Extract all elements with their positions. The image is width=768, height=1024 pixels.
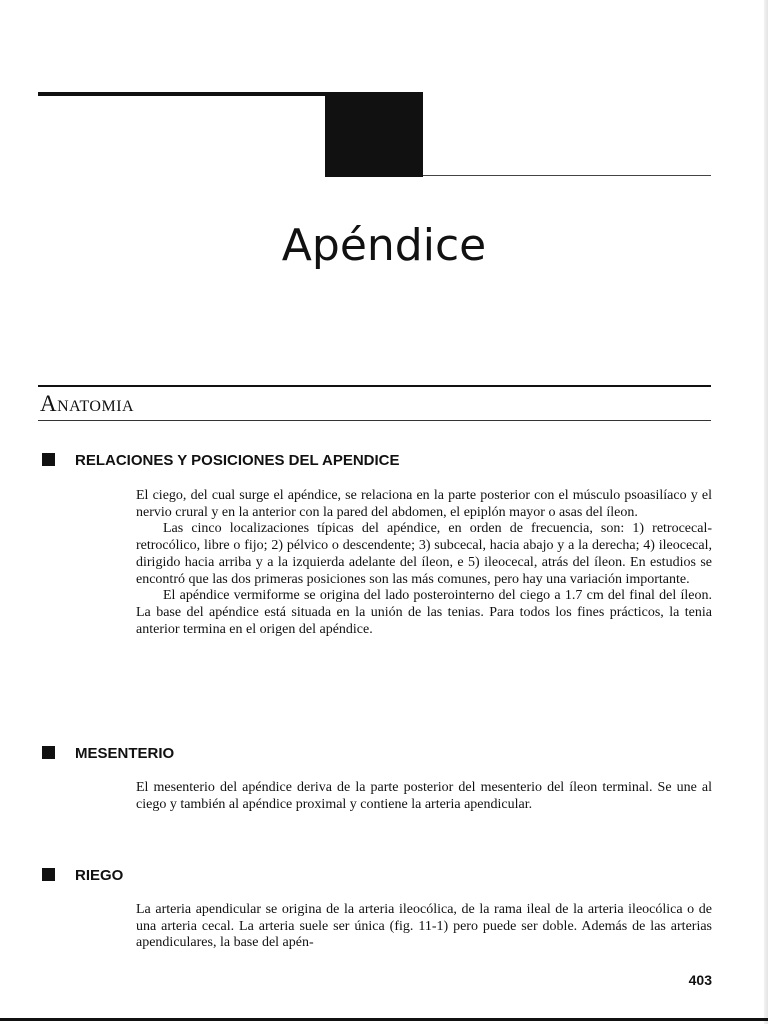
chapter-title: Apéndice xyxy=(281,220,487,271)
header-rule-thick xyxy=(38,92,328,96)
subsection-heading-riego xyxy=(42,867,123,884)
subsection-heading-text: MESENTERIO xyxy=(75,745,175,762)
section-heading: Anatomia xyxy=(40,391,135,416)
paragraph: La arteria apendicular se origina de la arteria ileocólica, de la rama ileal de la arteria ileocólica o de una arteria cecal. La arteria suele ser única (fig. 11-1) pero puede ser doble. Además de las arterias apendiculares, la base del apén- xyxy=(136,902,712,951)
section-rule-top xyxy=(38,385,711,387)
square-bullet-icon xyxy=(42,868,55,881)
chapter-black-block xyxy=(325,92,423,177)
paragraph: El apéndice vermiforme se origina del lado posterointerno del ciego a 1.7 cm del final del íleon. La base del apéndice está situada en la unión de las tenias. Para todos los fines prácticos, la tenia anterior termina en el origen del apéndice. xyxy=(136,588,712,637)
page-edge xyxy=(764,0,768,1024)
subsection-body-mesenterio xyxy=(136,780,712,813)
paragraph: El ciego, del cual surge el apéndice, se relaciona en la parte posterior con el músculo psoasilíaco y el nervio crural y en la anterior con la pared del abdomen, el epiplón mayor o asas del íleon. xyxy=(136,488,712,520)
subsection-body-relaciones xyxy=(136,488,712,638)
page-number: 403 xyxy=(688,972,712,988)
subsection-heading-text: RIEGO xyxy=(75,867,124,884)
footer-rule xyxy=(0,1018,768,1021)
subsection-body-riego xyxy=(136,902,712,952)
header-rule-thin xyxy=(423,175,711,176)
section-rule-bottom xyxy=(38,420,711,421)
subsection-heading-text: RELACIONES Y POSICIONES DEL APENDICE xyxy=(75,452,400,469)
paragraph: Las cinco localizaciones típicas del apéndice, en orden de frecuencia, son: 1) retrocecal-retrocólico, libre o fijo; 2) pélvico o descendente; 3) subcecal, hacia abajo y a la derecha; 4) ileocecal, dirigido hacia arriba y a la izquierda adelante del íleon, e 5) ileocecal, atrás del íleon. En estudios se encontró que las dos primeras posiciones son las más comunes, pero hay una variación importante. xyxy=(136,521,712,587)
square-bullet-icon xyxy=(42,746,55,759)
paragraph: El mesenterio del apéndice deriva de la parte posterior del mesenterio del íleon terminal. Se une al ciego y también al apéndice proximal y contiene la arteria apendicular. xyxy=(136,780,712,812)
subsection-heading-mesenterio xyxy=(42,745,174,762)
square-bullet-icon xyxy=(42,453,55,466)
subsection-heading-relaciones xyxy=(42,452,400,469)
